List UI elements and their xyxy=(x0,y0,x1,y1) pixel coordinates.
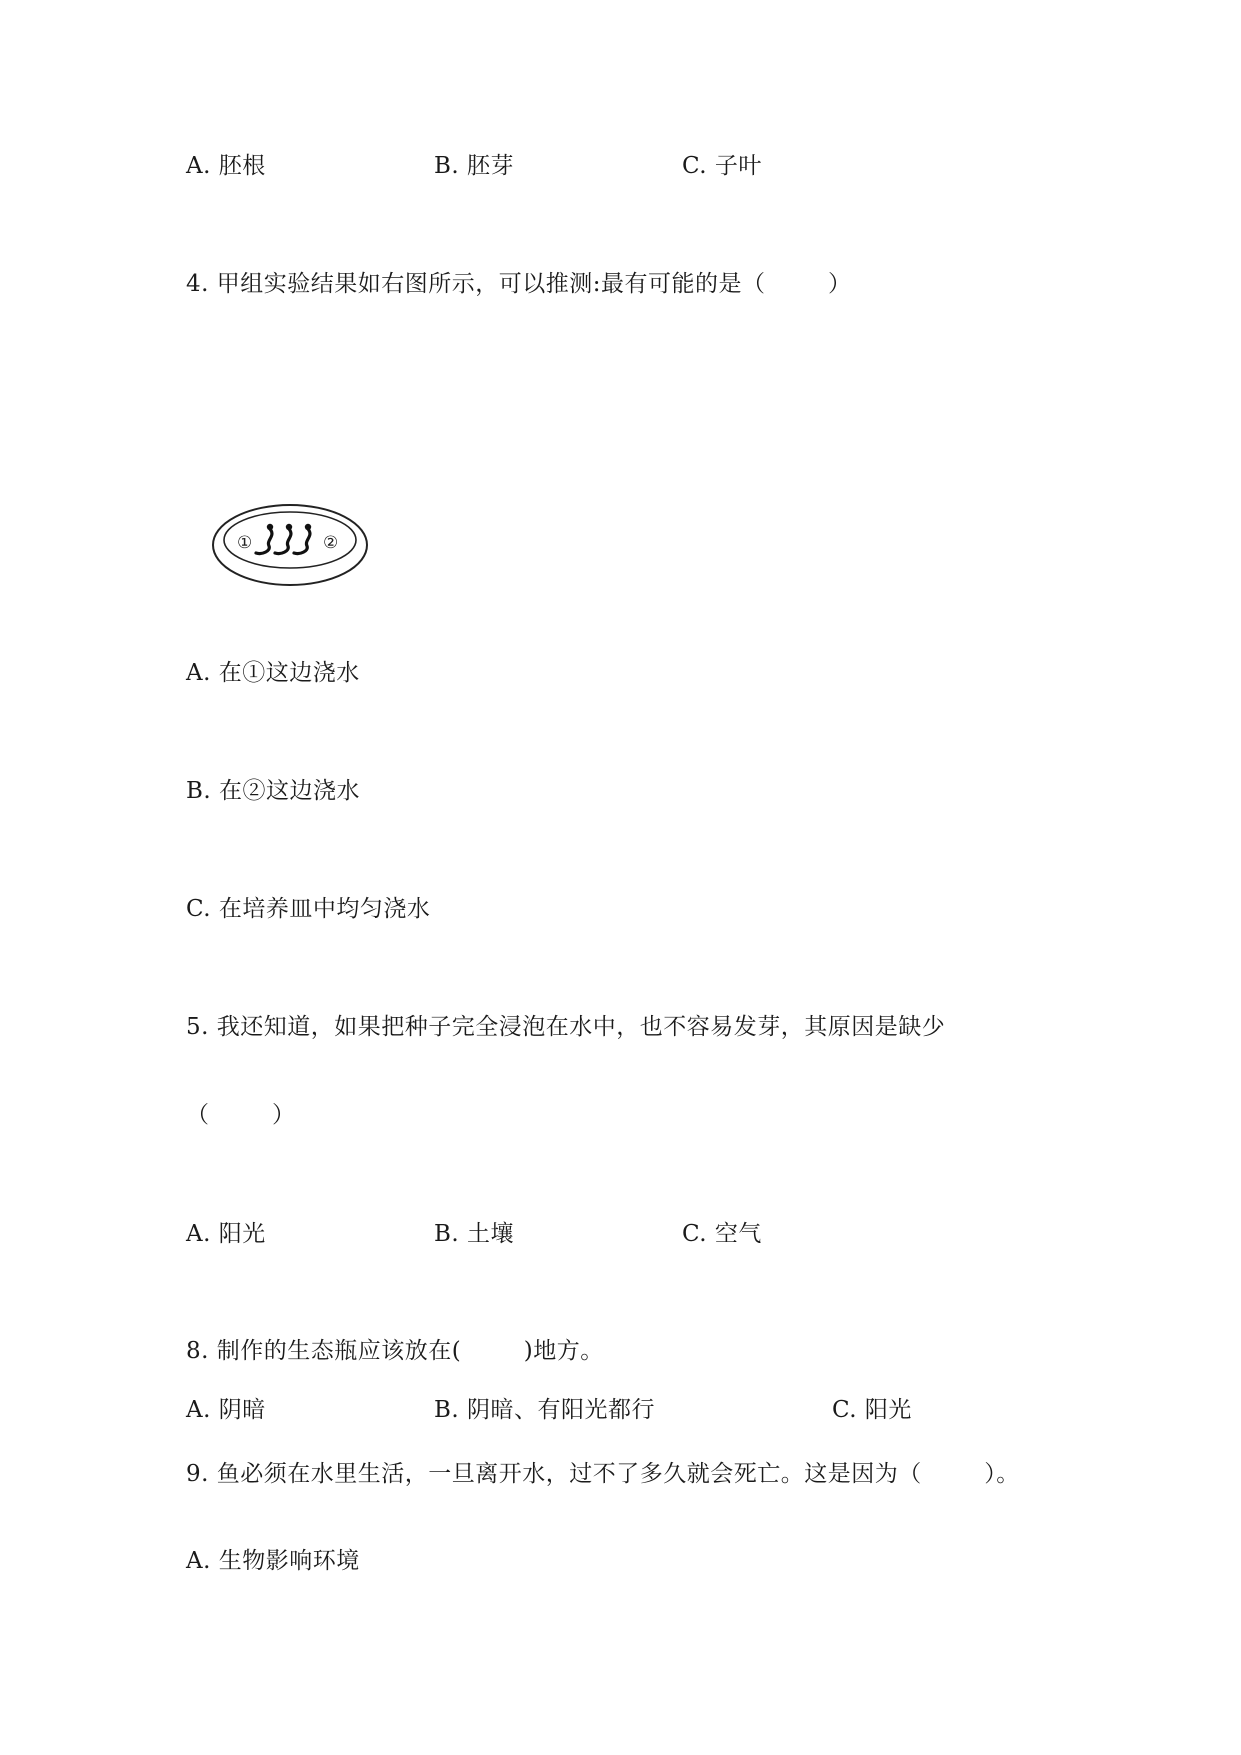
q4-option-a[interactable]: A. 在①这边浇水 xyxy=(186,660,360,686)
seedling-3 xyxy=(294,524,311,554)
q8-option-c[interactable]: C. 阳光 xyxy=(832,1397,912,1423)
q8-question: 8. 制作的生态瓶应该放在( )地方。 xyxy=(186,1338,604,1364)
q8-option-a[interactable]: A. 阴暗 xyxy=(186,1397,266,1423)
q3-option-a[interactable]: A. 胚根 xyxy=(186,153,266,179)
q5-question-line1: 5. 我还知道，如果把种子完全浸泡在水中，也不容易发芽，其原因是缺少 xyxy=(186,1014,946,1040)
q5-option-a[interactable]: A. 阳光 xyxy=(186,1221,266,1247)
q3-option-b[interactable]: B. 胚芽 xyxy=(434,153,515,179)
dish-right-label: ② xyxy=(323,533,339,553)
petri-dish-figure xyxy=(210,502,370,588)
q5-option-b[interactable]: B. 土壤 xyxy=(434,1221,515,1247)
dish-left-label: ① xyxy=(237,533,253,553)
q9-question: 9. 鱼必须在水里生活，一旦离开水，过不了多久就会死亡。这是因为（ ）。 xyxy=(186,1461,1020,1487)
q4-question: 4. 甲组实验结果如右图所示，可以推测:最有可能的是（ ） xyxy=(186,271,852,297)
q5-option-c[interactable]: C. 空气 xyxy=(682,1221,762,1247)
seedling-2 xyxy=(275,524,292,554)
seedlings xyxy=(256,524,311,554)
q4-option-b[interactable]: B. 在②这边浇水 xyxy=(186,778,361,804)
q3-option-c[interactable]: C. 子叶 xyxy=(682,153,762,179)
q5-question-line2: （ ） xyxy=(186,1102,296,1128)
q8-option-b[interactable]: B. 阴暗、有阳光都行 xyxy=(434,1397,656,1423)
q4-option-c[interactable]: C. 在培养皿中均匀浇水 xyxy=(186,896,431,922)
seedling-1 xyxy=(256,524,273,554)
q9-option-a[interactable]: A. 生物影响环境 xyxy=(186,1548,360,1574)
